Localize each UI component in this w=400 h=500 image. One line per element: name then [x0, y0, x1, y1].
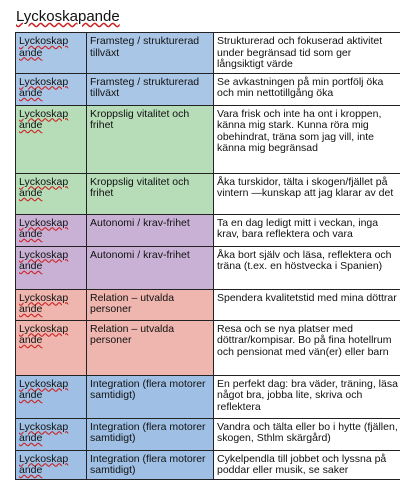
category-cell: Lyckoskap ande: [16, 33, 87, 74]
category-cell: Lyckoskap ande: [16, 418, 87, 450]
table-row: [16, 73, 400, 105]
activity-cell: Vandra och tälta eller bo i hytte (fjällen, skogen, Sthlm skärgård): [214, 418, 400, 450]
happiness-table: [15, 32, 400, 480]
driver-cell: Framsteg / strukturerad tillväxt: [87, 73, 214, 105]
activity-cell: Vara frisk och inte ha ont i kroppen, känna mig stark. Kunna röra mig obehindrat, träna som jag vill, inte känna mig begränsad: [214, 105, 400, 173]
table-row: [16, 418, 400, 450]
document-title: Lyckoskapande: [16, 8, 120, 25]
category-cell: Lyckoskap ande: [16, 320, 87, 375]
table-row: [16, 33, 400, 74]
driver-cell: Integration (flera motorer samtidigt): [87, 450, 214, 479]
activity-cell: Cykelpendla till jobbet och lyssna på poddar eller musik, se saker: [214, 450, 400, 479]
table-row: [16, 375, 400, 418]
category-cell: Lyckoskap ande: [16, 375, 87, 418]
category-cell: Lyckoskap ande: [16, 289, 87, 320]
driver-cell: Autonomi / krav-frihet: [87, 246, 214, 289]
category-cell: Lyckoskap ande: [16, 246, 87, 289]
table-row: [16, 320, 400, 375]
table-row: [16, 214, 400, 246]
category-cell: Lyckoskap ande: [16, 105, 87, 173]
activity-cell: Se avkastningen på min portfölj öka och min nettotillgång öka: [214, 73, 400, 105]
category-cell: Lyckoskap ande: [16, 214, 87, 246]
table-row: [16, 450, 400, 479]
activity-cell: Åka turskidor, tälta i skogen/fjället på vintern —kunskap att jag klarar av det: [214, 173, 400, 214]
activity-cell: Åka bort själv och läsa, reflektera och träna (t.ex. en höstvecka i Spanien): [214, 246, 400, 289]
activity-cell: Resa och se nya platser med döttrar/kompisar. Bo på fina hotellrum och pensionat med vän(er) eller barn: [214, 320, 400, 375]
driver-cell: Relation – utvalda personer: [87, 289, 214, 320]
table-row: [16, 246, 400, 289]
driver-cell: Relation – utvalda personer: [87, 320, 214, 375]
table-row: [16, 289, 400, 320]
table-row: [16, 173, 400, 214]
driver-cell: Kroppslig vitalitet och frihet: [87, 173, 214, 214]
activity-cell: Strukturerad och fokuserad aktivitet under begränsad tid som ger långsiktigt värde: [214, 33, 400, 74]
category-cell: Lyckoskap ande: [16, 450, 87, 479]
activity-cell: Ta en dag ledigt mitt i veckan, inga krav, bara reflektera och vara: [214, 214, 400, 246]
driver-cell: Framsteg / strukturerad tillväxt: [87, 33, 214, 74]
activity-cell: En perfekt dag: bra väder, träning, läsa något bra, jobba lite, skriva och reflektera: [214, 375, 400, 418]
driver-cell: Kroppslig vitalitet och frihet: [87, 105, 214, 173]
driver-cell: Autonomi / krav-frihet: [87, 214, 214, 246]
activity-cell: Spendera kvalitetstid med mina döttrar: [214, 289, 400, 320]
driver-cell: Integration (flera motorer samtidigt): [87, 375, 214, 418]
category-cell: Lyckoskap ande: [16, 173, 87, 214]
table-row: [16, 105, 400, 173]
category-cell: Lyckoskap ande: [16, 73, 87, 105]
driver-cell: Integration (flera motorer samtidigt): [87, 418, 214, 450]
